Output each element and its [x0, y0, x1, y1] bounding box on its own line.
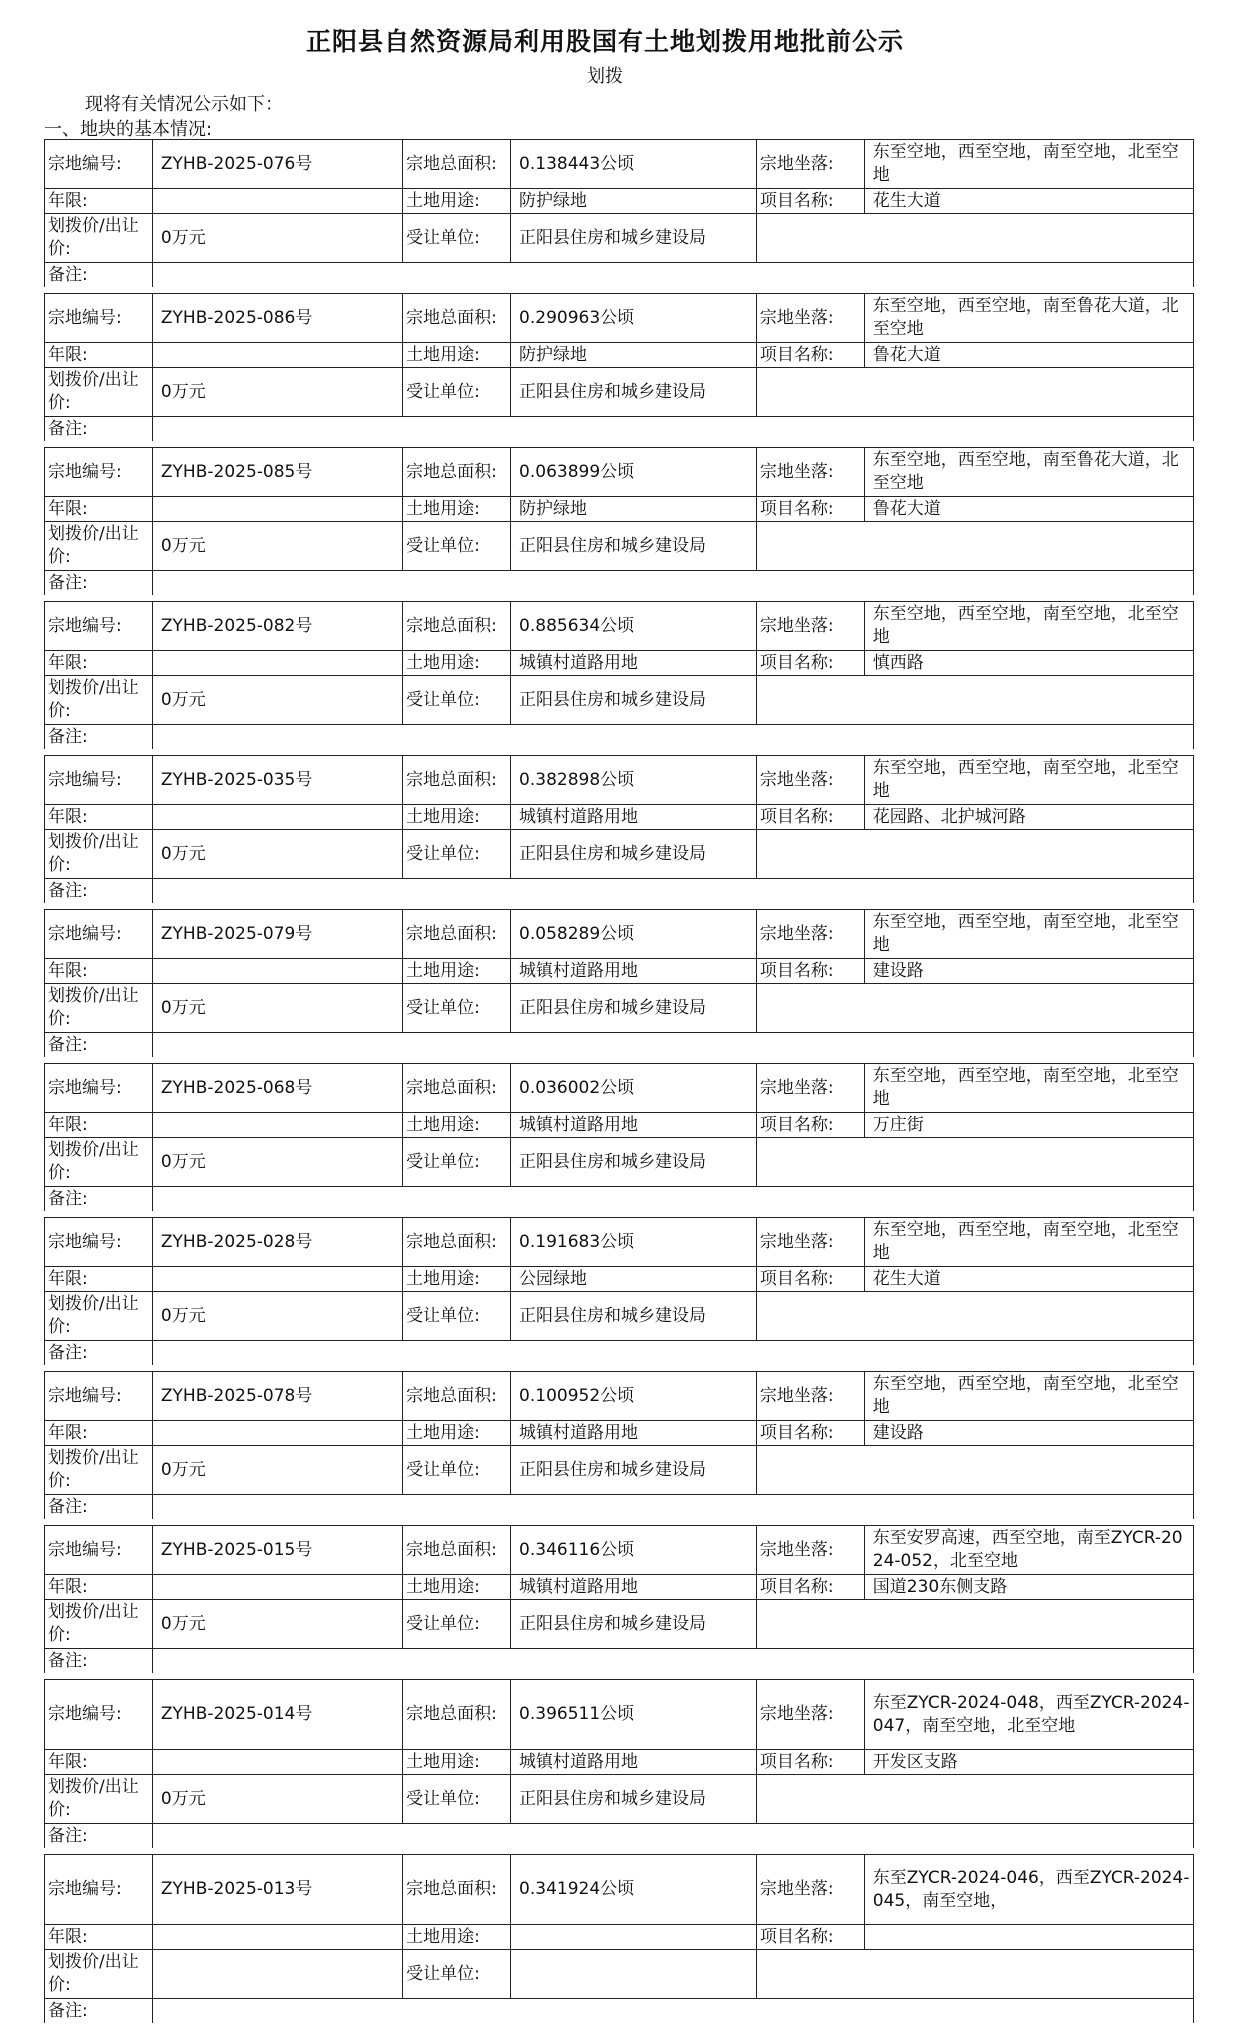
- parcel-grantee: 正阳县住房和城乡建设局: [511, 214, 757, 263]
- id-label: 宗地编号:: [45, 1526, 153, 1575]
- project-label: 项目名称:: [756, 651, 864, 676]
- parcel-area: 0.341924公顷: [511, 1855, 757, 1925]
- parcel-id: ZYHB-2025-082号: [152, 602, 402, 651]
- parcel-use: 公园绿地: [511, 1267, 757, 1292]
- parcel-term: [152, 189, 402, 214]
- parcel-row-id: [45, 1218, 1194, 1267]
- location-label: 宗地坐落:: [756, 910, 864, 959]
- parcel-area: 0.058289公顷: [511, 910, 757, 959]
- area-label: 宗地总面积:: [403, 910, 511, 959]
- parcel-row-use: [45, 959, 1194, 984]
- grantee-label: 受让单位:: [403, 830, 511, 879]
- area-label: 宗地总面积:: [403, 602, 511, 651]
- use-label: 土地用途:: [403, 1750, 511, 1775]
- project-label: 项目名称:: [756, 1925, 864, 1950]
- parcel-use: 防护绿地: [511, 189, 757, 214]
- parcel-id: ZYHB-2025-015号: [152, 1526, 402, 1575]
- parcel-project: 建设路: [864, 1421, 1193, 1446]
- parcel-row-id: [45, 448, 1194, 497]
- parcel-remark: [152, 1341, 1193, 1369]
- id-label: 宗地编号:: [45, 448, 153, 497]
- parcel-price: 0万元: [152, 522, 402, 571]
- parcel-project: [864, 1925, 1193, 1950]
- parcel-remark: [152, 1999, 1193, 2027]
- parcel-grantee: 正阳县住房和城乡建设局: [511, 1446, 757, 1495]
- parcel-id: ZYHB-2025-076号: [152, 140, 402, 189]
- parcel-location: 东至空地，西至空地，南至空地，北至空地: [864, 1064, 1193, 1113]
- grantee-label: 受让单位:: [403, 1600, 511, 1649]
- parcel-id: ZYHB-2025-078号: [152, 1372, 402, 1421]
- term-label: 年限:: [45, 1575, 153, 1600]
- parcel-use: 城镇村道路用地: [511, 1575, 757, 1600]
- term-label: 年限:: [45, 189, 153, 214]
- empty-cell: [756, 522, 1193, 571]
- location-label: 宗地坐落:: [756, 1064, 864, 1113]
- parcel-location: 东至空地，西至空地，南至空地，北至空地: [864, 1372, 1193, 1421]
- parcel-id: ZYHB-2025-085号: [152, 448, 402, 497]
- use-label: 土地用途:: [403, 1113, 511, 1138]
- id-label: 宗地编号:: [45, 294, 153, 343]
- parcel-location: 东至空地，西至空地，南至空地，北至空地: [864, 602, 1193, 651]
- parcel-remark: [152, 1033, 1193, 1061]
- parcel-table: [44, 1217, 1194, 1371]
- id-label: 宗地编号:: [45, 1680, 153, 1750]
- parcel-area: 0.396511公顷: [511, 1680, 757, 1750]
- parcel-price: 0万元: [152, 1446, 402, 1495]
- grantee-label: 受让单位:: [403, 1292, 511, 1341]
- parcel-term: [152, 959, 402, 984]
- parcel-row-remark: [45, 1033, 1194, 1061]
- parcel-term: [152, 1575, 402, 1600]
- location-label: 宗地坐落:: [756, 448, 864, 497]
- parcel-project: 国道230东侧支路: [864, 1575, 1193, 1600]
- location-label: 宗地坐落:: [756, 1218, 864, 1267]
- location-label: 宗地坐落:: [756, 1526, 864, 1575]
- area-label: 宗地总面积:: [403, 294, 511, 343]
- price-label: 划拨价/出让价:: [45, 1775, 153, 1824]
- area-label: 宗地总面积:: [403, 1680, 511, 1750]
- parcel-row-price: [45, 522, 1194, 571]
- parcel-remark: [152, 725, 1193, 753]
- use-label: 土地用途:: [403, 1925, 511, 1950]
- parcel-term: [152, 1750, 402, 1775]
- parcel-remark: [152, 571, 1193, 599]
- parcel-area: 0.382898公顷: [511, 756, 757, 805]
- parcel-price: 0万元: [152, 984, 402, 1033]
- page-title: 正阳县自然资源局利用股国有土地划拨用地批前公示: [305, 27, 904, 56]
- parcel-term: [152, 1421, 402, 1446]
- parcel-use: 防护绿地: [511, 343, 757, 368]
- parcel-row-remark: [45, 879, 1194, 907]
- grantee-label: 受让单位:: [403, 522, 511, 571]
- parcel-row-use: [45, 805, 1194, 830]
- parcel-row-price: [45, 830, 1194, 879]
- parcel-grantee: [511, 1950, 757, 1999]
- id-label: 宗地编号:: [45, 910, 153, 959]
- section-heading: 一、地块的基本情况:: [44, 119, 213, 140]
- parcel-table: [44, 601, 1194, 755]
- remark-label: 备注:: [45, 1649, 153, 1677]
- area-label: 宗地总面积:: [403, 1372, 511, 1421]
- empty-cell: [756, 676, 1193, 725]
- parcel-row-price: [45, 1446, 1194, 1495]
- page-subtitle: 划拨: [587, 66, 623, 87]
- parcel-location: 东至ZYCR-2024-046，西至ZYCR-2024-045，南至空地，: [864, 1855, 1193, 1925]
- remark-label: 备注:: [45, 417, 153, 445]
- parcel-remark: [152, 417, 1193, 445]
- term-label: 年限:: [45, 1750, 153, 1775]
- location-label: 宗地坐落:: [756, 1372, 864, 1421]
- project-label: 项目名称:: [756, 1575, 864, 1600]
- remark-label: 备注:: [45, 879, 153, 907]
- parcel-project: 万庄街: [864, 1113, 1193, 1138]
- parcel-table: [44, 139, 1194, 293]
- area-label: 宗地总面积:: [403, 1218, 511, 1267]
- empty-cell: [756, 1775, 1193, 1824]
- parcel-location: 东至空地，西至空地，南至空地，北至空地: [864, 140, 1193, 189]
- parcel-location: 东至安罗高速，西至空地，南至ZYCR-2024-052，北至空地: [864, 1526, 1193, 1575]
- location-label: 宗地坐落:: [756, 1680, 864, 1750]
- area-label: 宗地总面积:: [403, 140, 511, 189]
- term-label: 年限:: [45, 1113, 153, 1138]
- empty-cell: [756, 1600, 1193, 1649]
- parcel-use: 城镇村道路用地: [511, 1113, 757, 1138]
- parcel-project: 慎西路: [864, 651, 1193, 676]
- parcel-row-id: [45, 1372, 1194, 1421]
- parcel-grantee: 正阳县住房和城乡建设局: [511, 676, 757, 725]
- parcel-price: 0万元: [152, 1775, 402, 1824]
- parcel-row-use: [45, 1575, 1194, 1600]
- parcel-project: 鲁花大道: [864, 497, 1193, 522]
- parcel-row-use: [45, 1267, 1194, 1292]
- price-label: 划拨价/出让价:: [45, 1138, 153, 1187]
- parcel-row-id: [45, 1855, 1194, 1925]
- parcel-row-price: [45, 214, 1194, 263]
- grantee-label: 受让单位:: [403, 1950, 511, 1999]
- parcel-term: [152, 343, 402, 368]
- parcel-row-use: [45, 497, 1194, 522]
- area-label: 宗地总面积:: [403, 1064, 511, 1113]
- parcel-price: 0万元: [152, 1292, 402, 1341]
- parcel-remark: [152, 1187, 1193, 1215]
- price-label: 划拨价/出让价:: [45, 1292, 153, 1341]
- term-label: 年限:: [45, 1421, 153, 1446]
- empty-cell: [756, 1950, 1193, 1999]
- empty-cell: [756, 1446, 1193, 1495]
- parcel-table: [44, 293, 1194, 447]
- parcel-term: [152, 651, 402, 676]
- use-label: 土地用途:: [403, 343, 511, 368]
- parcel-table: [44, 1063, 1194, 1217]
- parcel-id: ZYHB-2025-014号: [152, 1680, 402, 1750]
- parcel-row-remark: [45, 1495, 1194, 1523]
- parcel-row-remark: [45, 725, 1194, 753]
- parcel-row-use: [45, 343, 1194, 368]
- use-label: 土地用途:: [403, 1575, 511, 1600]
- parcel-price: 0万元: [152, 368, 402, 417]
- parcel-term: [152, 1267, 402, 1292]
- term-label: 年限:: [45, 497, 153, 522]
- parcel-area: 0.036002公顷: [511, 1064, 757, 1113]
- id-label: 宗地编号:: [45, 1064, 153, 1113]
- parcel-project: 花园路、北护城河路: [864, 805, 1193, 830]
- grantee-label: 受让单位:: [403, 1775, 511, 1824]
- parcel-use: 城镇村道路用地: [511, 651, 757, 676]
- parcel-table: [44, 909, 1194, 1063]
- parcel-row-remark: [45, 1999, 1194, 2027]
- use-label: 土地用途:: [403, 189, 511, 214]
- empty-cell: [756, 984, 1193, 1033]
- area-label: 宗地总面积:: [403, 756, 511, 805]
- term-label: 年限:: [45, 1925, 153, 1950]
- parcel-remark: [152, 1495, 1193, 1523]
- id-label: 宗地编号:: [45, 1855, 153, 1925]
- parcel-project: 开发区支路: [864, 1750, 1193, 1775]
- parcel-row-use: [45, 1925, 1194, 1950]
- parcel-row-id: [45, 1064, 1194, 1113]
- parcel-term: [152, 1113, 402, 1138]
- area-label: 宗地总面积:: [403, 1526, 511, 1575]
- parcel-use: 城镇村道路用地: [511, 959, 757, 984]
- parcel-price: [152, 1950, 402, 1999]
- location-label: 宗地坐落:: [756, 140, 864, 189]
- price-label: 划拨价/出让价:: [45, 676, 153, 725]
- parcel-area: 0.885634公顷: [511, 602, 757, 651]
- parcel-area: 0.063899公顷: [511, 448, 757, 497]
- term-label: 年限:: [45, 651, 153, 676]
- id-label: 宗地编号:: [45, 1218, 153, 1267]
- parcel-row-id: [45, 1680, 1194, 1750]
- parcel-row-use: [45, 1113, 1194, 1138]
- grantee-label: 受让单位:: [403, 368, 511, 417]
- parcel-row-id: [45, 140, 1194, 189]
- parcel-price: 0万元: [152, 1600, 402, 1649]
- price-label: 划拨价/出让价:: [45, 522, 153, 571]
- remark-label: 备注:: [45, 263, 153, 291]
- parcel-row-remark: [45, 417, 1194, 445]
- remark-label: 备注:: [45, 725, 153, 753]
- parcel-row-price: [45, 984, 1194, 1033]
- parcel-row-price: [45, 676, 1194, 725]
- parcel-use: 城镇村道路用地: [511, 1421, 757, 1446]
- remark-label: 备注:: [45, 1999, 153, 2027]
- remark-label: 备注:: [45, 1033, 153, 1061]
- empty-cell: [756, 214, 1193, 263]
- parcel-remark: [152, 879, 1193, 907]
- parcel-row-use: [45, 651, 1194, 676]
- parcel-table: [44, 1679, 1194, 1854]
- parcel-row-id: [45, 910, 1194, 959]
- parcel-term: [152, 497, 402, 522]
- parcel-row-remark: [45, 1341, 1194, 1369]
- empty-cell: [756, 830, 1193, 879]
- location-label: 宗地坐落:: [756, 1855, 864, 1925]
- empty-cell: [756, 368, 1193, 417]
- parcel-location: 东至空地，西至空地，南至空地，北至空地: [864, 756, 1193, 805]
- project-label: 项目名称:: [756, 343, 864, 368]
- project-label: 项目名称:: [756, 1267, 864, 1292]
- parcel-row-price: [45, 1138, 1194, 1187]
- project-label: 项目名称:: [756, 497, 864, 522]
- parcel-row-use: [45, 1421, 1194, 1446]
- parcel-price: 0万元: [152, 214, 402, 263]
- project-label: 项目名称:: [756, 1750, 864, 1775]
- parcel-grantee: 正阳县住房和城乡建设局: [511, 984, 757, 1033]
- parcel-row-use: [45, 1750, 1194, 1775]
- parcel-table: [44, 1525, 1194, 1679]
- parcel-use: 防护绿地: [511, 497, 757, 522]
- parcel-use: 城镇村道路用地: [511, 1750, 757, 1775]
- parcel-table: [44, 755, 1194, 909]
- parcel-row-id: [45, 294, 1194, 343]
- use-label: 土地用途:: [403, 959, 511, 984]
- use-label: 土地用途:: [403, 805, 511, 830]
- parcel-row-remark: [45, 1187, 1194, 1215]
- parcel-grantee: 正阳县住房和城乡建设局: [511, 1600, 757, 1649]
- area-label: 宗地总面积:: [403, 1855, 511, 1925]
- price-label: 划拨价/出让价:: [45, 1950, 153, 1999]
- parcel-grantee: 正阳县住房和城乡建设局: [511, 1292, 757, 1341]
- use-label: 土地用途:: [403, 651, 511, 676]
- parcel-row-remark: [45, 571, 1194, 599]
- location-label: 宗地坐落:: [756, 602, 864, 651]
- use-label: 土地用途:: [403, 1267, 511, 1292]
- parcel-area: 0.191683公顷: [511, 1218, 757, 1267]
- location-label: 宗地坐落:: [756, 294, 864, 343]
- parcel-location: 东至空地，西至空地，南至鲁花大道，北至空地: [864, 448, 1193, 497]
- parcel-location: 东至空地，西至空地，南至空地，北至空地: [864, 1218, 1193, 1267]
- grantee-label: 受让单位:: [403, 984, 511, 1033]
- remark-label: 备注:: [45, 1187, 153, 1215]
- price-label: 划拨价/出让价:: [45, 984, 153, 1033]
- project-label: 项目名称:: [756, 189, 864, 214]
- price-label: 划拨价/出让价:: [45, 368, 153, 417]
- parcel-table: [44, 447, 1194, 601]
- price-label: 划拨价/出让价:: [45, 1600, 153, 1649]
- parcel-use: [511, 1925, 757, 1950]
- parcel-remark: [152, 1649, 1193, 1677]
- parcel-project: 花生大道: [864, 1267, 1193, 1292]
- parcel-row-price: [45, 1600, 1194, 1649]
- parcel-id: ZYHB-2025-013号: [152, 1855, 402, 1925]
- parcel-row-remark: [45, 1649, 1194, 1677]
- price-label: 划拨价/出让价:: [45, 830, 153, 879]
- parcel-table: [44, 1854, 1194, 2029]
- use-label: 土地用途:: [403, 497, 511, 522]
- remark-label: 备注:: [45, 1341, 153, 1369]
- parcel-row-price: [45, 1775, 1194, 1824]
- grantee-label: 受让单位:: [403, 676, 511, 725]
- term-label: 年限:: [45, 959, 153, 984]
- parcel-use: 城镇村道路用地: [511, 805, 757, 830]
- parcel-grantee: 正阳县住房和城乡建设局: [511, 368, 757, 417]
- parcel-remark: [152, 1824, 1193, 1852]
- area-label: 宗地总面积:: [403, 448, 511, 497]
- parcel-area: 0.138443公顷: [511, 140, 757, 189]
- parcel-list: [44, 139, 1194, 2029]
- parcel-location: 东至ZYCR-2024-048，西至ZYCR-2024-047，南至空地，北至空地: [864, 1680, 1193, 1750]
- parcel-grantee: 正阳县住房和城乡建设局: [511, 1775, 757, 1824]
- id-label: 宗地编号:: [45, 1372, 153, 1421]
- parcel-row-price: [45, 1950, 1194, 1999]
- parcel-project: 花生大道: [864, 189, 1193, 214]
- empty-cell: [756, 1292, 1193, 1341]
- parcel-id: ZYHB-2025-028号: [152, 1218, 402, 1267]
- id-label: 宗地编号:: [45, 602, 153, 651]
- parcel-remark: [152, 263, 1193, 291]
- parcel-id: ZYHB-2025-035号: [152, 756, 402, 805]
- parcel-project: 鲁花大道: [864, 343, 1193, 368]
- location-label: 宗地坐落:: [756, 756, 864, 805]
- grantee-label: 受让单位:: [403, 1138, 511, 1187]
- empty-cell: [756, 1138, 1193, 1187]
- parcel-row-id: [45, 1526, 1194, 1575]
- parcel-price: 0万元: [152, 1138, 402, 1187]
- id-label: 宗地编号:: [45, 756, 153, 805]
- term-label: 年限:: [45, 1267, 153, 1292]
- grantee-label: 受让单位:: [403, 214, 511, 263]
- remark-label: 备注:: [45, 1824, 153, 1852]
- parcel-term: [152, 805, 402, 830]
- parcel-row-remark: [45, 263, 1194, 291]
- parcel-row-id: [45, 602, 1194, 651]
- parcel-grantee: 正阳县住房和城乡建设局: [511, 830, 757, 879]
- grantee-label: 受让单位:: [403, 1446, 511, 1495]
- intro-text: 现将有关情况公示如下：: [85, 94, 283, 115]
- term-label: 年限:: [45, 343, 153, 368]
- project-label: 项目名称:: [756, 1113, 864, 1138]
- parcel-term: [152, 1925, 402, 1950]
- parcel-price: 0万元: [152, 830, 402, 879]
- remark-label: 备注:: [45, 1495, 153, 1523]
- parcel-location: 东至空地，西至空地，南至空地，北至空地: [864, 910, 1193, 959]
- parcel-row-id: [45, 756, 1194, 805]
- project-label: 项目名称:: [756, 1421, 864, 1446]
- id-label: 宗地编号:: [45, 140, 153, 189]
- project-label: 项目名称:: [756, 959, 864, 984]
- remark-label: 备注:: [45, 571, 153, 599]
- parcel-row-price: [45, 1292, 1194, 1341]
- parcel-price: 0万元: [152, 676, 402, 725]
- parcel-area: 0.290963公顷: [511, 294, 757, 343]
- parcel-grantee: 正阳县住房和城乡建设局: [511, 522, 757, 571]
- parcel-id: ZYHB-2025-068号: [152, 1064, 402, 1113]
- parcel-row-price: [45, 368, 1194, 417]
- parcel-area: 0.100952公顷: [511, 1372, 757, 1421]
- price-label: 划拨价/出让价:: [45, 1446, 153, 1495]
- parcel-location: 东至空地，西至空地，南至鲁花大道，北至空地: [864, 294, 1193, 343]
- parcel-row-remark: [45, 1824, 1194, 1852]
- parcel-id: ZYHB-2025-086号: [152, 294, 402, 343]
- parcel-grantee: 正阳县住房和城乡建设局: [511, 1138, 757, 1187]
- parcel-row-use: [45, 189, 1194, 214]
- price-label: 划拨价/出让价:: [45, 214, 153, 263]
- parcel-table: [44, 1371, 1194, 1525]
- parcel-project: 建设路: [864, 959, 1193, 984]
- use-label: 土地用途:: [403, 1421, 511, 1446]
- parcel-id: ZYHB-2025-079号: [152, 910, 402, 959]
- term-label: 年限:: [45, 805, 153, 830]
- project-label: 项目名称:: [756, 805, 864, 830]
- parcel-area: 0.346116公顷: [511, 1526, 757, 1575]
